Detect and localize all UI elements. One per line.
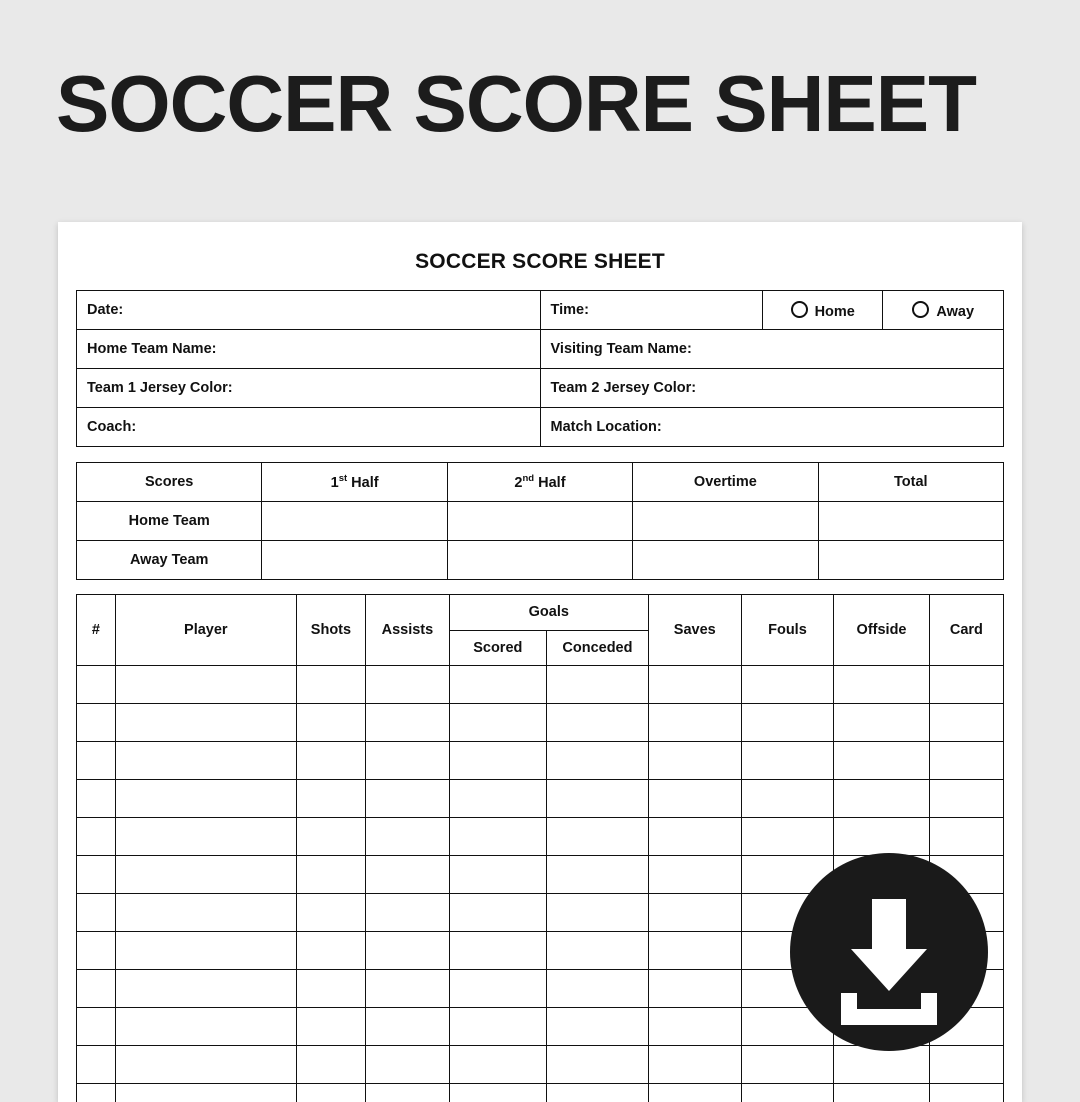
home-team-name-field[interactable]: Home Team Name: [77, 330, 541, 369]
table-row [77, 1084, 1004, 1102]
home-first-half-cell[interactable] [262, 502, 447, 541]
player-cell[interactable] [115, 1008, 296, 1046]
player-cell[interactable] [929, 666, 1003, 704]
player-cell[interactable] [77, 970, 116, 1008]
player-cell[interactable] [366, 704, 449, 742]
player-cell[interactable] [648, 780, 741, 818]
home-overtime-cell[interactable] [633, 502, 818, 541]
away-overtime-cell[interactable] [633, 541, 818, 580]
player-cell[interactable] [929, 818, 1003, 856]
player-cell[interactable] [115, 742, 296, 780]
player-cell[interactable] [546, 666, 648, 704]
player-cell[interactable] [296, 666, 366, 704]
col-header-goals: Goals [449, 595, 648, 631]
player-cell[interactable] [546, 742, 648, 780]
player-cell[interactable] [115, 894, 296, 932]
table-row [77, 595, 1004, 631]
table-row [77, 291, 1004, 330]
player-cell[interactable] [115, 1084, 296, 1102]
player-cell[interactable] [648, 1046, 741, 1084]
player-cell[interactable] [366, 1008, 449, 1046]
player-cell[interactable] [834, 742, 929, 780]
player-cell[interactable] [929, 1046, 1003, 1084]
player-cell[interactable] [296, 780, 366, 818]
player-cell[interactable] [296, 932, 366, 970]
player-cell[interactable] [77, 1084, 116, 1102]
player-cell[interactable] [77, 818, 116, 856]
player-cell[interactable] [115, 780, 296, 818]
player-cell[interactable] [648, 666, 741, 704]
table-row [77, 1046, 1004, 1084]
first-half-suffix: st [339, 473, 347, 484]
player-cell[interactable] [115, 666, 296, 704]
coach-field[interactable]: Coach: [77, 408, 541, 447]
player-cell[interactable] [296, 1046, 366, 1084]
player-cell[interactable] [834, 1084, 929, 1102]
table-row [77, 541, 1004, 580]
player-cell[interactable] [449, 970, 546, 1008]
player-cell[interactable] [449, 780, 546, 818]
second-half-header [447, 463, 632, 502]
col-header-offside: Offside [834, 595, 929, 666]
player-cell[interactable] [648, 932, 741, 970]
player-cell[interactable] [366, 1084, 449, 1102]
away-second-half-cell[interactable] [447, 541, 632, 580]
team1-jersey-color-field[interactable]: Team 1 Jersey Color: [77, 369, 541, 408]
player-cell[interactable] [741, 818, 834, 856]
player-cell[interactable] [449, 818, 546, 856]
home-label: Home [815, 304, 855, 320]
player-cell[interactable] [741, 1046, 834, 1084]
radio-circle-icon [791, 301, 808, 318]
match-location-field[interactable]: Match Location: [540, 408, 1003, 447]
table-row [77, 408, 1004, 447]
team2-jersey-color-field[interactable]: Team 2 Jersey Color: [540, 369, 1003, 408]
player-cell[interactable] [648, 970, 741, 1008]
player-cell[interactable] [449, 666, 546, 704]
page-title: SOCCER SCORE SHEET [56, 58, 976, 150]
first-half-word: Half [347, 475, 378, 491]
table-row [77, 742, 1004, 780]
player-cell[interactable] [77, 1008, 116, 1046]
player-cell[interactable] [77, 1046, 116, 1084]
player-cell[interactable] [741, 666, 834, 704]
second-half-number: 2 [514, 475, 522, 491]
player-cell[interactable] [741, 1084, 834, 1102]
player-cell[interactable] [77, 932, 116, 970]
download-tray-icon [841, 993, 937, 1025]
col-header-fouls: Fouls [741, 595, 834, 666]
player-cell[interactable] [741, 704, 834, 742]
player-cell[interactable] [296, 818, 366, 856]
home-total-cell[interactable] [818, 502, 1003, 541]
away-total-cell[interactable] [818, 541, 1003, 580]
player-cell[interactable] [546, 856, 648, 894]
home-radio-option[interactable] [762, 291, 883, 330]
table-row [77, 704, 1004, 742]
col-header-card: Card [929, 595, 1003, 666]
player-cell[interactable] [77, 742, 116, 780]
away-label: Away [936, 304, 974, 320]
table-row [77, 666, 1004, 704]
player-cell[interactable] [449, 1046, 546, 1084]
player-cell[interactable] [77, 666, 116, 704]
player-cell[interactable] [115, 856, 296, 894]
player-cell[interactable] [834, 704, 929, 742]
player-cell[interactable] [366, 856, 449, 894]
col-header-assists: Assists [366, 595, 449, 666]
table-row [77, 818, 1004, 856]
table-row [77, 502, 1004, 541]
first-half-header [262, 463, 447, 502]
player-cell[interactable] [449, 894, 546, 932]
player-cell[interactable] [115, 970, 296, 1008]
player-cell[interactable] [449, 742, 546, 780]
player-cell[interactable] [741, 742, 834, 780]
player-cell[interactable] [546, 818, 648, 856]
player-cell[interactable] [296, 704, 366, 742]
col-header-goals-scored: Scored [449, 630, 546, 666]
player-cell[interactable] [115, 818, 296, 856]
player-cell[interactable] [648, 704, 741, 742]
player-cell[interactable] [648, 1084, 741, 1102]
player-cell[interactable] [296, 1008, 366, 1046]
player-cell[interactable] [546, 1008, 648, 1046]
table-row [77, 780, 1004, 818]
player-cell[interactable] [929, 742, 1003, 780]
scores-table [76, 462, 1004, 580]
table-row [77, 330, 1004, 369]
player-cell[interactable] [296, 970, 366, 1008]
player-cell[interactable] [366, 1046, 449, 1084]
player-cell[interactable] [366, 666, 449, 704]
time-field[interactable]: Time: [540, 291, 762, 330]
player-cell[interactable] [77, 780, 116, 818]
player-cell[interactable] [449, 1084, 546, 1102]
player-cell[interactable] [929, 704, 1003, 742]
col-header-goals-conceded: Conceded [546, 630, 648, 666]
player-cell[interactable] [834, 666, 929, 704]
player-cell[interactable] [834, 780, 929, 818]
date-field[interactable]: Date: [77, 291, 541, 330]
player-cell[interactable] [546, 932, 648, 970]
player-cell[interactable] [546, 704, 648, 742]
player-cell[interactable] [77, 704, 116, 742]
player-cell[interactable] [929, 1084, 1003, 1102]
player-cell[interactable] [296, 856, 366, 894]
player-cell[interactable] [834, 1046, 929, 1084]
player-cell[interactable] [648, 1008, 741, 1046]
player-cell[interactable] [648, 742, 741, 780]
home-second-half-cell[interactable] [447, 502, 632, 541]
player-cell[interactable] [546, 780, 648, 818]
total-header: Total [818, 463, 1003, 502]
player-cell[interactable] [115, 932, 296, 970]
col-header-saves: Saves [648, 595, 741, 666]
visiting-team-name-field[interactable]: Visiting Team Name: [540, 330, 1003, 369]
player-cell[interactable] [366, 780, 449, 818]
player-cell[interactable] [296, 742, 366, 780]
player-cell[interactable] [296, 894, 366, 932]
scores-header: Scores [77, 463, 262, 502]
player-cell[interactable] [546, 894, 648, 932]
player-cell[interactable] [77, 894, 116, 932]
player-cell[interactable] [449, 856, 546, 894]
player-cell[interactable] [648, 894, 741, 932]
player-cell[interactable] [366, 932, 449, 970]
player-cell[interactable] [115, 704, 296, 742]
player-cell[interactable] [929, 780, 1003, 818]
player-cell[interactable] [366, 742, 449, 780]
away-radio-option[interactable] [883, 291, 1004, 330]
player-cell[interactable] [296, 1084, 366, 1102]
player-cell[interactable] [546, 1084, 648, 1102]
player-cell[interactable] [741, 780, 834, 818]
player-cell[interactable] [546, 1046, 648, 1084]
away-first-half-cell[interactable] [262, 541, 447, 580]
away-team-score-label: Away Team [77, 541, 262, 580]
match-info-table [76, 290, 1004, 447]
overtime-header: Overtime [633, 463, 818, 502]
player-cell[interactable] [366, 818, 449, 856]
home-team-score-label: Home Team [77, 502, 262, 541]
second-half-word: Half [534, 475, 565, 491]
player-cell[interactable] [449, 1008, 546, 1046]
col-header-player: Player [115, 595, 296, 666]
player-cell[interactable] [834, 818, 929, 856]
second-half-suffix: nd [523, 473, 535, 484]
table-row [77, 369, 1004, 408]
col-header-shots: Shots [296, 595, 366, 666]
player-cell[interactable] [115, 1046, 296, 1084]
player-cell[interactable] [449, 704, 546, 742]
player-cell[interactable] [366, 970, 449, 1008]
sheet-title: SOCCER SCORE SHEET [76, 250, 1004, 274]
radio-circle-icon [912, 301, 929, 318]
player-cell[interactable] [366, 894, 449, 932]
player-cell[interactable] [77, 856, 116, 894]
col-header-number: # [77, 595, 116, 666]
table-row [77, 463, 1004, 502]
player-cell[interactable] [648, 818, 741, 856]
download-button[interactable] [790, 853, 988, 1051]
first-half-number: 1 [331, 475, 339, 491]
player-cell[interactable] [546, 970, 648, 1008]
player-cell[interactable] [648, 856, 741, 894]
player-cell[interactable] [449, 932, 546, 970]
